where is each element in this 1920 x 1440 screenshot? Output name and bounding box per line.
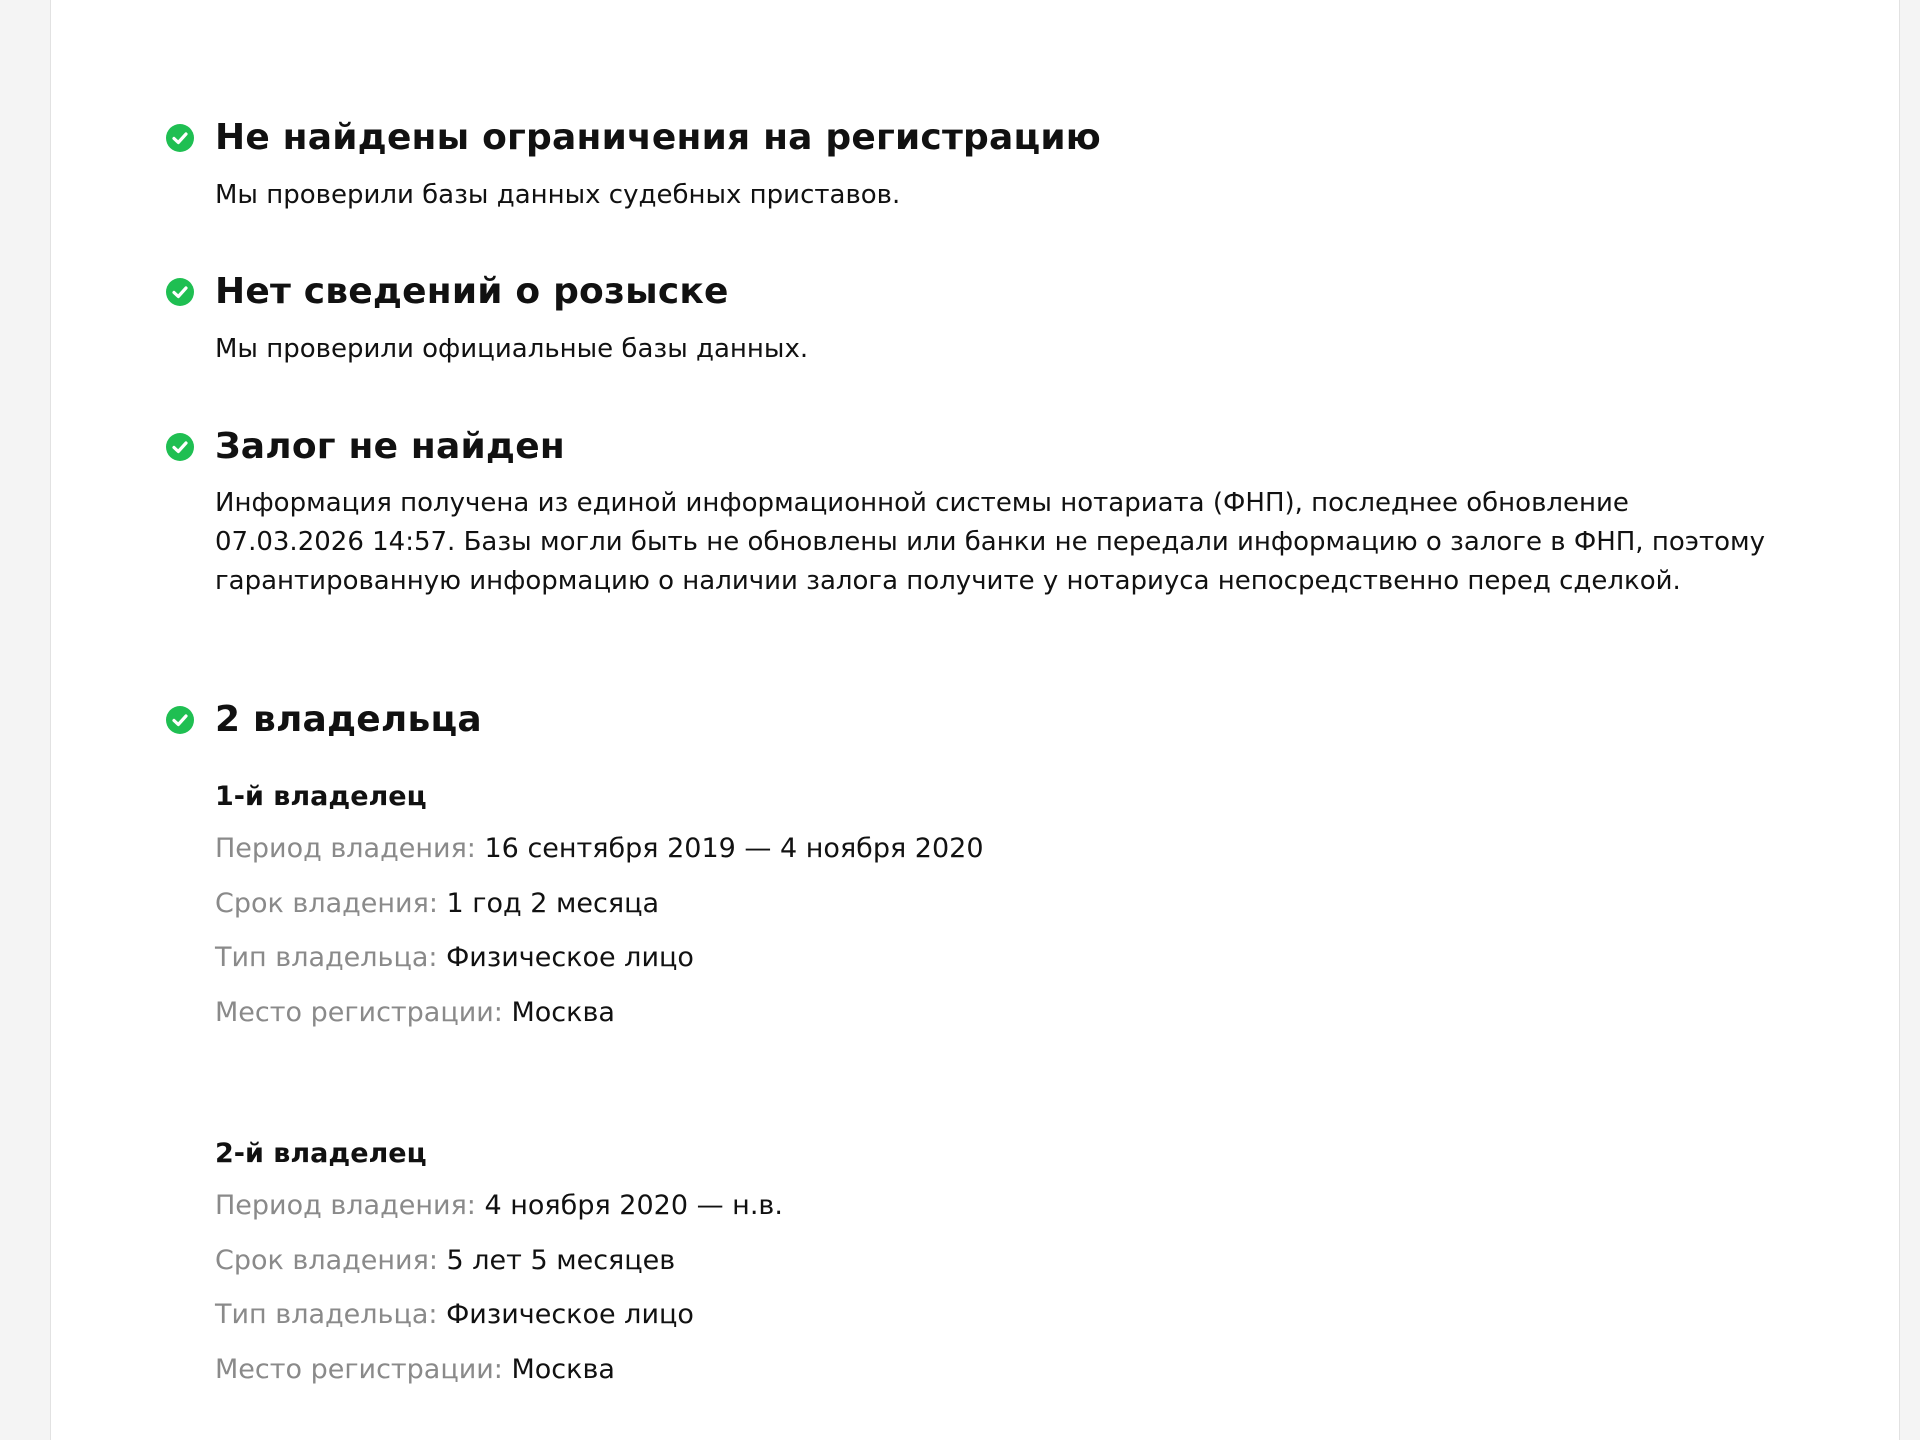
row-label: Срок владения:: [215, 888, 438, 919]
check-circle-icon: [166, 433, 194, 461]
row-value: Физическое лицо: [446, 1299, 694, 1330]
owner-1-duration-row: [215, 887, 659, 921]
check-title-pledge: Залог не найден: [215, 426, 565, 467]
check-circle-icon: [166, 124, 194, 152]
row-label: Период владения:: [215, 1190, 476, 1221]
owner-2-type-row: [215, 1298, 694, 1332]
row-value: Москва: [511, 997, 615, 1028]
row-value: 1 год 2 месяца: [446, 888, 659, 919]
row-value: 4 ноября 2020 — н.в.: [484, 1190, 783, 1221]
row-value: 16 сентября 2019 — 4 ноября 2020: [484, 833, 984, 864]
row-label: Тип владельца:: [215, 1299, 438, 1330]
owner-2-duration-row: [215, 1244, 675, 1278]
row-label: Место регистрации:: [215, 1354, 503, 1385]
row-value: Физическое лицо: [446, 942, 694, 973]
check-title-wanted: Нет сведений о розыске: [215, 271, 729, 312]
check-title-owners: 2 владельца: [215, 699, 482, 740]
check-desc-registration: Мы проверили базы данных судебных приставов.: [215, 180, 901, 210]
check-title-registration: Не найдены ограничения на регистрацию: [215, 117, 1101, 158]
row-label: Место регистрации:: [215, 997, 503, 1028]
row-label: Период владения:: [215, 833, 476, 864]
owner-2-region-row: [215, 1353, 615, 1387]
check-desc-pledge: Информация получена из единой информационной системы нотариата (ФНП), последнее обновление 07.03.2026 14:57. Базы могли быть не обновлены или банки не передали информацию о залоге в ФНП, поэтому гарантированную информацию о наличии залога получите у нотариуса непосредственно перед сделкой.: [215, 488, 1766, 596]
check-desc-wanted: Мы проверили официальные базы данных.: [215, 334, 809, 364]
row-value: Москва: [511, 1354, 615, 1385]
owner-1-period-row: [215, 832, 984, 866]
owner-2-period-row: [215, 1189, 783, 1223]
row-label: Срок владения:: [215, 1245, 438, 1276]
owner-1-region-row: [215, 996, 615, 1030]
report-panel: [50, 0, 1900, 1440]
owner-2-heading: 2-й владелец: [215, 1138, 427, 1169]
owner-1-type-row: [215, 941, 694, 975]
owner-1-heading: 1-й владелец: [215, 781, 427, 812]
check-circle-icon: [166, 278, 194, 306]
check-circle-icon: [166, 706, 194, 734]
row-label: Тип владельца:: [215, 942, 438, 973]
row-value: 5 лет 5 месяцев: [446, 1245, 676, 1276]
